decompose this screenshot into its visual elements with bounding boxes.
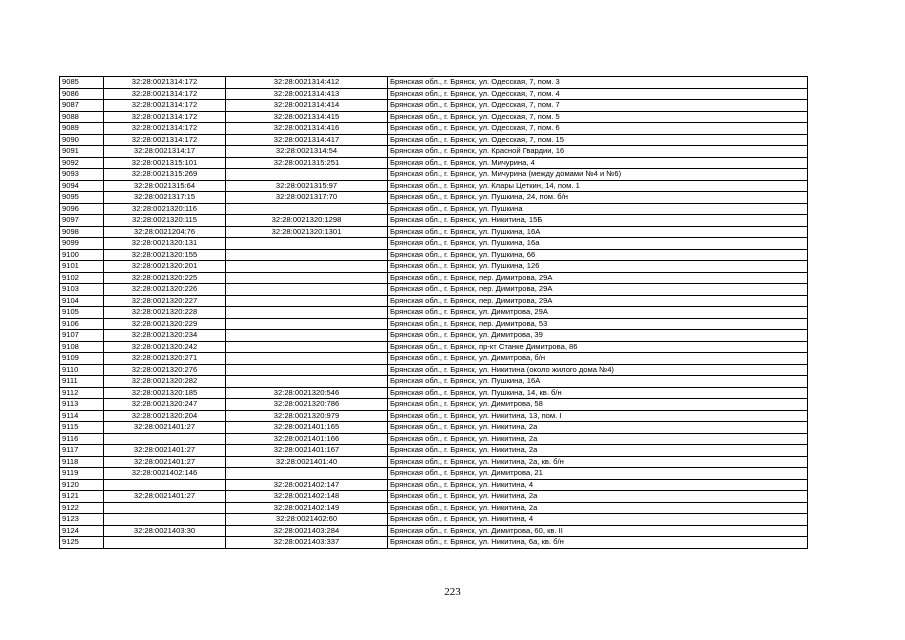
- cadastral-number-cell: [226, 468, 388, 480]
- row-number-cell: 9111: [60, 376, 104, 388]
- parent-cadastral-number-cell: 32:28:0021401:27: [104, 456, 226, 468]
- cadastral-number-cell: [226, 238, 388, 250]
- row-number-cell: 9085: [60, 77, 104, 89]
- row-number-cell: 9088: [60, 111, 104, 123]
- row-number-cell: 9102: [60, 272, 104, 284]
- cadastral-number-cell: 32:28:0021314:413: [226, 88, 388, 100]
- address-cell: Брянская обл., г. Брянск, ул. Одесская, 7, пом. 15: [388, 134, 808, 146]
- table-row: [60, 491, 808, 503]
- cadastral-number-cell: [226, 261, 388, 273]
- row-number-cell: 9093: [60, 169, 104, 181]
- address-cell: Брянская обл., г. Брянск, ул. Димитрова, 39: [388, 330, 808, 342]
- address-cell: Брянская обл., г. Брянск, ул. Димитрова, 29А: [388, 307, 808, 319]
- parent-cadastral-number-cell: 32:28:0021320:185: [104, 387, 226, 399]
- address-cell: Брянская обл., г. Брянск, пр-кт Станке Димитрова, 86: [388, 341, 808, 353]
- table-row: [60, 88, 808, 100]
- address-cell: Брянская обл., г. Брянск, ул. Пушкина, 24, пом. б/н: [388, 192, 808, 204]
- table-row: [60, 226, 808, 238]
- address-cell: Брянская обл., г. Брянск, ул. Одесская, 7, пом. 7: [388, 100, 808, 112]
- address-cell: Брянская обл., г. Брянск, пер. Димитрова, 29А: [388, 284, 808, 296]
- row-number-cell: 9091: [60, 146, 104, 158]
- table-row: [60, 525, 808, 537]
- address-cell: Брянская обл., г. Брянск, ул. Никитина, 13, пом. I: [388, 410, 808, 422]
- parent-cadastral-number-cell: 32:28:0021317:15: [104, 192, 226, 204]
- address-cell: Брянская обл., г. Брянск, ул. Пушкина, 66: [388, 249, 808, 261]
- cadastral-number-cell: 32:28:0021403:284: [226, 525, 388, 537]
- table-row: [60, 284, 808, 296]
- parent-cadastral-number-cell: 32:28:0021320:226: [104, 284, 226, 296]
- table-row: [60, 180, 808, 192]
- parent-cadastral-number-cell: 32:28:0021320:282: [104, 376, 226, 388]
- table-row: [60, 261, 808, 273]
- row-number-cell: 9113: [60, 399, 104, 411]
- parent-cadastral-number-cell: 32:28:0021401:27: [104, 422, 226, 434]
- register-table-body: [60, 77, 808, 549]
- cadastral-number-cell: 32:28:0021401:40: [226, 456, 388, 468]
- table-row: [60, 422, 808, 434]
- table-row: [60, 123, 808, 135]
- parent-cadastral-number-cell: 32:28:0021403:30: [104, 525, 226, 537]
- address-cell: Брянская обл., г. Брянск, ул. Одесская, 7, пом. 5: [388, 111, 808, 123]
- parent-cadastral-number-cell: 32:28:0021320:155: [104, 249, 226, 261]
- table-row: [60, 100, 808, 112]
- table-row: [60, 192, 808, 204]
- row-number-cell: 9104: [60, 295, 104, 307]
- cadastral-number-cell: 32:28:0021320:1301: [226, 226, 388, 238]
- cadastral-number-cell: 32:28:0021401:166: [226, 433, 388, 445]
- parent-cadastral-number-cell: 32:28:0021320:247: [104, 399, 226, 411]
- address-cell: Брянская обл., г. Брянск, ул. Пушкина, 14, кв. б/н: [388, 387, 808, 399]
- row-number-cell: 9092: [60, 157, 104, 169]
- row-number-cell: 9118: [60, 456, 104, 468]
- parent-cadastral-number-cell: 32:28:0021401:27: [104, 445, 226, 457]
- table-row: [60, 537, 808, 549]
- table-row: [60, 134, 808, 146]
- row-number-cell: 9110: [60, 364, 104, 376]
- address-cell: Брянская обл., г. Брянск, пер. Димитрова, 29А: [388, 295, 808, 307]
- cadastral-number-cell: [226, 341, 388, 353]
- table-row: [60, 272, 808, 284]
- row-number-cell: 9115: [60, 422, 104, 434]
- cadastral-number-cell: [226, 249, 388, 261]
- cadastral-number-cell: 32:28:0021314:412: [226, 77, 388, 89]
- row-number-cell: 9105: [60, 307, 104, 319]
- table-row: [60, 468, 808, 480]
- parent-cadastral-number-cell: [104, 502, 226, 514]
- table-row: [60, 364, 808, 376]
- cadastral-number-cell: 32:28:0021314:417: [226, 134, 388, 146]
- row-number-cell: 9125: [60, 537, 104, 549]
- cadastral-number-cell: [226, 169, 388, 181]
- address-cell: Брянская обл., г. Брянск, ул. Мичурина, 4: [388, 157, 808, 169]
- cadastral-number-cell: 32:28:0021401:165: [226, 422, 388, 434]
- cadastral-number-cell: 32:28:0021320:1298: [226, 215, 388, 227]
- table-row: [60, 399, 808, 411]
- parent-cadastral-number-cell: 32:28:0021320:227: [104, 295, 226, 307]
- parent-cadastral-number-cell: 32:28:0021315:101: [104, 157, 226, 169]
- address-cell: Брянская обл., г. Брянск, ул. Никитина, 4: [388, 479, 808, 491]
- cadastral-number-cell: 32:28:0021403:337: [226, 537, 388, 549]
- row-number-cell: 9098: [60, 226, 104, 238]
- parent-cadastral-number-cell: 32:28:0021320:225: [104, 272, 226, 284]
- table-row: [60, 146, 808, 158]
- row-number-cell: 9096: [60, 203, 104, 215]
- row-number-cell: 9100: [60, 249, 104, 261]
- cadastral-number-cell: 32:28:0021320:786: [226, 399, 388, 411]
- address-cell: Брянская обл., г. Брянск, ул. Никитина, 2а: [388, 433, 808, 445]
- address-cell: Брянская обл., г. Брянск, ул. Красной Гвардии, 16: [388, 146, 808, 158]
- cadastral-number-cell: [226, 295, 388, 307]
- parent-cadastral-number-cell: 32:28:0021320:116: [104, 203, 226, 215]
- cadastral-number-cell: [226, 364, 388, 376]
- parent-cadastral-number-cell: 32:28:0021320:271: [104, 353, 226, 365]
- address-cell: Брянская обл., г. Брянск, ул. Пушкина, 16а: [388, 238, 808, 250]
- address-cell: Брянская обл., г. Брянск, ул. Пушкина, 16А: [388, 226, 808, 238]
- row-number-cell: 9124: [60, 525, 104, 537]
- parent-cadastral-number-cell: 32:28:0021314:172: [104, 100, 226, 112]
- row-number-cell: 9094: [60, 180, 104, 192]
- table-row: [60, 307, 808, 319]
- table-row: [60, 456, 808, 468]
- parent-cadastral-number-cell: 32:28:0021320:201: [104, 261, 226, 273]
- table-row: [60, 295, 808, 307]
- page-number: 223: [444, 586, 461, 598]
- parent-cadastral-number-cell: 32:28:0021320:131: [104, 238, 226, 250]
- cadastral-number-cell: 32:28:0021315:251: [226, 157, 388, 169]
- row-number-cell: 9121: [60, 491, 104, 503]
- row-number-cell: 9095: [60, 192, 104, 204]
- table-row: [60, 330, 808, 342]
- row-number-cell: 9114: [60, 410, 104, 422]
- parent-cadastral-number-cell: 32:28:0021320:276: [104, 364, 226, 376]
- cadastral-number-cell: 32:28:0021402:149: [226, 502, 388, 514]
- parent-cadastral-number-cell: [104, 514, 226, 526]
- parent-cadastral-number-cell: 32:28:0021314:172: [104, 134, 226, 146]
- row-number-cell: 9086: [60, 88, 104, 100]
- row-number-cell: 9112: [60, 387, 104, 399]
- row-number-cell: 9116: [60, 433, 104, 445]
- table-row: [60, 203, 808, 215]
- address-cell: Брянская обл., г. Брянск, ул. Одесская, 7, пом. 6: [388, 123, 808, 135]
- row-number-cell: 9089: [60, 123, 104, 135]
- parent-cadastral-number-cell: 32:28:0021314:17: [104, 146, 226, 158]
- cadastral-number-cell: 32:28:0021402:147: [226, 479, 388, 491]
- cadastral-number-cell: [226, 272, 388, 284]
- cadastral-number-cell: 32:28:0021401:167: [226, 445, 388, 457]
- table-row: [60, 433, 808, 445]
- address-cell: Брянская обл., г. Брянск, ул. Мичурина (между домами №4 и №6): [388, 169, 808, 181]
- address-cell: Брянская обл., г. Брянск, ул. Димитрова, б/н: [388, 353, 808, 365]
- address-cell: Брянская обл., г. Брянск, ул. Никитина, 4: [388, 514, 808, 526]
- address-cell: Брянская обл., г. Брянск, ул. Никитина, 6а, кв. б/н: [388, 537, 808, 549]
- address-cell: Брянская обл., г. Брянск, пер. Димитрова, 29А: [388, 272, 808, 284]
- table-row: [60, 215, 808, 227]
- address-cell: Брянская обл., г. Брянск, ул. Пушкина, 126: [388, 261, 808, 273]
- address-cell: Брянская обл., г. Брянск, ул. Пушкина: [388, 203, 808, 215]
- cadastral-number-cell: [226, 318, 388, 330]
- row-number-cell: 9097: [60, 215, 104, 227]
- parent-cadastral-number-cell: 32:28:0021315:269: [104, 169, 226, 181]
- cadastral-number-cell: 32:28:0021402:60: [226, 514, 388, 526]
- address-cell: Брянская обл., г. Брянск, ул. Пушкина, 16А: [388, 376, 808, 388]
- parent-cadastral-number-cell: [104, 537, 226, 549]
- cadastral-number-cell: 32:28:0021320:546: [226, 387, 388, 399]
- address-cell: Брянская обл., г. Брянск, ул. Одесская, 7, пом. 3: [388, 77, 808, 89]
- address-cell: Брянская обл., г. Брянск, пер. Димитрова, 53: [388, 318, 808, 330]
- row-number-cell: 9120: [60, 479, 104, 491]
- parent-cadastral-number-cell: 32:28:0021320:234: [104, 330, 226, 342]
- table-row: [60, 77, 808, 89]
- cadastral-number-cell: 32:28:0021320:979: [226, 410, 388, 422]
- row-number-cell: 9087: [60, 100, 104, 112]
- address-cell: Брянская обл., г. Брянск, ул. Никитина (около жилого дома №4): [388, 364, 808, 376]
- table-row: [60, 376, 808, 388]
- cadastral-number-cell: 32:28:0021402:148: [226, 491, 388, 503]
- parent-cadastral-number-cell: 32:28:0021320:115: [104, 215, 226, 227]
- cadastral-number-cell: [226, 353, 388, 365]
- address-cell: Брянская обл., г. Брянск, ул. Никитина, 2а: [388, 445, 808, 457]
- row-number-cell: 9119: [60, 468, 104, 480]
- table-row: [60, 318, 808, 330]
- cadastral-number-cell: 32:28:0021315:97: [226, 180, 388, 192]
- row-number-cell: 9103: [60, 284, 104, 296]
- address-cell: Брянская обл., г. Брянск, ул. Никитина, 15Б: [388, 215, 808, 227]
- parent-cadastral-number-cell: 32:28:0021314:172: [104, 123, 226, 135]
- row-number-cell: 9090: [60, 134, 104, 146]
- cadastral-number-cell: [226, 330, 388, 342]
- cadastral-number-cell: 32:28:0021314:54: [226, 146, 388, 158]
- table-row: [60, 238, 808, 250]
- row-number-cell: 9108: [60, 341, 104, 353]
- parent-cadastral-number-cell: 32:28:0021314:172: [104, 111, 226, 123]
- table-row: [60, 410, 808, 422]
- parent-cadastral-number-cell: 32:28:0021320:242: [104, 341, 226, 353]
- address-cell: Брянская обл., г. Брянск, ул. Никитина, 2а: [388, 422, 808, 434]
- table-row: [60, 169, 808, 181]
- parent-cadastral-number-cell: [104, 433, 226, 445]
- parent-cadastral-number-cell: 32:28:0021320:228: [104, 307, 226, 319]
- address-cell: Брянская обл., г. Брянск, ул. Димитрова, 21: [388, 468, 808, 480]
- table-row: [60, 249, 808, 261]
- row-number-cell: 9107: [60, 330, 104, 342]
- cadastral-number-cell: [226, 376, 388, 388]
- table-row: [60, 341, 808, 353]
- cadastral-number-cell: [226, 203, 388, 215]
- cadastral-number-cell: 32:28:0021317:70: [226, 192, 388, 204]
- table-row: [60, 479, 808, 491]
- cadastral-number-cell: [226, 284, 388, 296]
- parent-cadastral-number-cell: 32:28:0021320:229: [104, 318, 226, 330]
- parent-cadastral-number-cell: 32:28:0021402:146: [104, 468, 226, 480]
- cadastral-number-cell: [226, 307, 388, 319]
- table-row: [60, 157, 808, 169]
- row-number-cell: 9099: [60, 238, 104, 250]
- address-cell: Брянская обл., г. Брянск, ул. Никитина, 2а: [388, 502, 808, 514]
- parent-cadastral-number-cell: 32:28:0021314:172: [104, 77, 226, 89]
- address-cell: Брянская обл., г. Брянск, ул. Одесская, 7, пом. 4: [388, 88, 808, 100]
- cadastral-number-cell: 32:28:0021314:416: [226, 123, 388, 135]
- row-number-cell: 9117: [60, 445, 104, 457]
- address-cell: Брянская обл., г. Брянск, ул. Клары Цеткин, 14, пом. 1: [388, 180, 808, 192]
- cadastral-number-cell: 32:28:0021314:414: [226, 100, 388, 112]
- address-cell: Брянская обл., г. Брянск, ул. Никитина, 2а, кв. б/н: [388, 456, 808, 468]
- address-cell: Брянская обл., г. Брянск, ул. Димитрова, 60, кв. II: [388, 525, 808, 537]
- row-number-cell: 9101: [60, 261, 104, 273]
- cadastral-number-cell: 32:28:0021314:415: [226, 111, 388, 123]
- parent-cadastral-number-cell: 32:28:0021315:64: [104, 180, 226, 192]
- address-cell: Брянская обл., г. Брянск, ул. Димитрова, 58: [388, 399, 808, 411]
- parent-cadastral-number-cell: 32:28:0021320:204: [104, 410, 226, 422]
- parent-cadastral-number-cell: [104, 479, 226, 491]
- table-row: [60, 353, 808, 365]
- row-number-cell: 9106: [60, 318, 104, 330]
- table-row: [60, 502, 808, 514]
- row-number-cell: 9109: [60, 353, 104, 365]
- table-row: [60, 387, 808, 399]
- row-number-cell: 9122: [60, 502, 104, 514]
- table-row: [60, 514, 808, 526]
- row-number-cell: 9123: [60, 514, 104, 526]
- property-register-table: [59, 76, 808, 549]
- parent-cadastral-number-cell: 32:28:0021401:27: [104, 491, 226, 503]
- parent-cadastral-number-cell: 32:28:0021204:76: [104, 226, 226, 238]
- address-cell: Брянская обл., г. Брянск, ул. Никитина, 2а: [388, 491, 808, 503]
- table-row: [60, 445, 808, 457]
- parent-cadastral-number-cell: 32:28:0021314:172: [104, 88, 226, 100]
- table-row: [60, 111, 808, 123]
